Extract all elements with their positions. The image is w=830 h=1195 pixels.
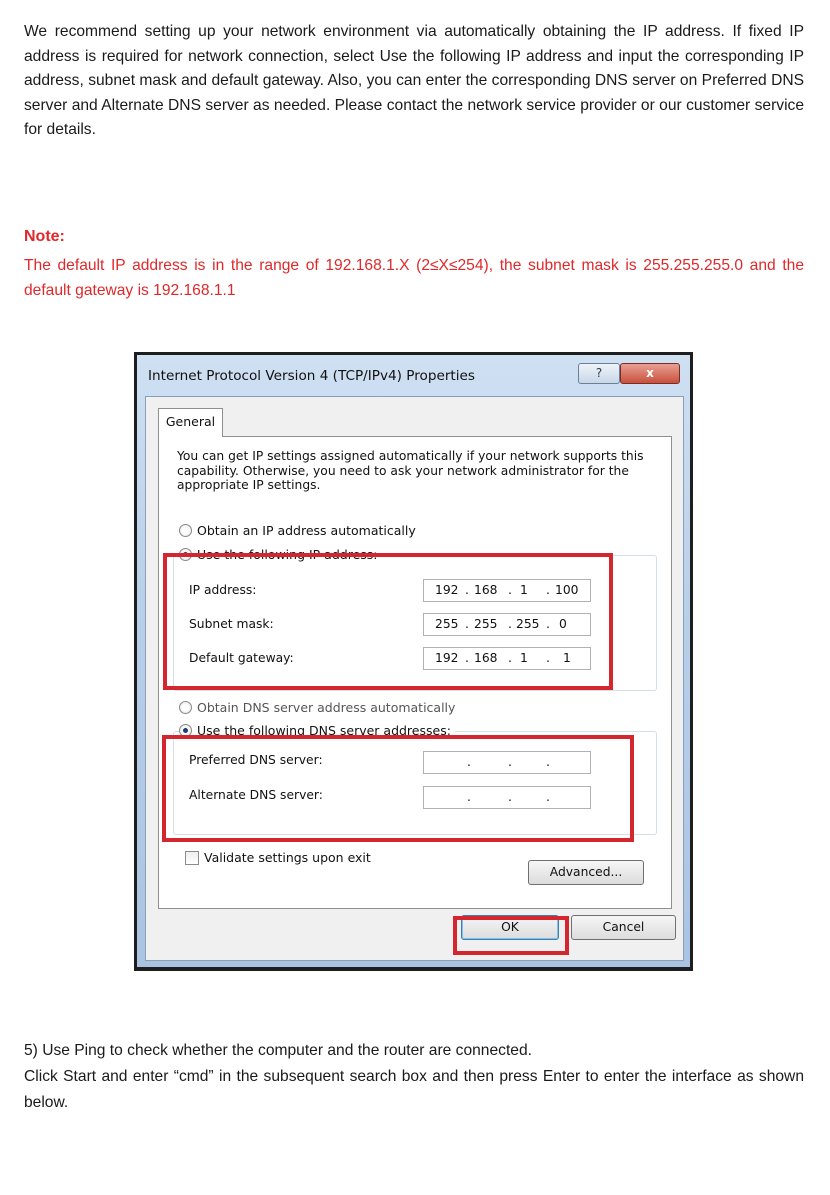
preferred-dns-label: Preferred DNS server: <box>189 753 323 767</box>
subnet-mask-input[interactable]: 255 . 255 . 255 . 0 <box>423 613 591 636</box>
ok-highlight-box <box>453 916 569 955</box>
subnet-octet-3: 255 <box>516 617 540 631</box>
window-title: Internet Protocol Version 4 (TCP/IPv4) Properties <box>148 368 475 384</box>
gateway-octet-3: 1 <box>520 651 528 665</box>
obtain-dns-auto-option[interactable] <box>179 700 455 718</box>
obtain-dns-auto-radio[interactable] <box>179 701 192 714</box>
subnet-octet-2: 255 <box>474 617 498 631</box>
title-bar <box>137 355 690 395</box>
obtain-ip-auto-radio[interactable] <box>179 524 192 537</box>
use-following-ip-label: Use the following IP address: <box>197 547 378 562</box>
obtain-dns-auto-label: Obtain DNS server address automatically <box>197 700 456 715</box>
ip-octet-3: 1 <box>520 583 528 597</box>
cancel-button[interactable]: Cancel <box>571 915 676 940</box>
validate-settings-checkbox[interactable] <box>185 851 199 865</box>
validate-settings-label: Validate settings upon exit <box>204 850 371 865</box>
gateway-octet-4: 1 <box>563 651 571 665</box>
ok-button[interactable]: OK <box>461 915 559 940</box>
alternate-dns-input[interactable]: . . . <box>423 786 591 809</box>
ip-address-input[interactable]: 192 . 168 . 1 . 100 <box>423 579 591 602</box>
default-gateway-input[interactable]: 192 . 168 . 1 . 1 <box>423 647 591 670</box>
subnet-octet-4: 0 <box>559 617 567 631</box>
close-button[interactable]: x <box>620 363 680 384</box>
note-title: Note: <box>24 228 65 245</box>
gateway-octet-1: 192 <box>435 651 459 665</box>
help-button[interactable]: ? <box>578 363 620 384</box>
obtain-ip-auto-option[interactable] <box>179 523 416 541</box>
validate-settings-option[interactable] <box>185 850 371 868</box>
subnet-octet-1: 255 <box>435 617 459 631</box>
subnet-mask-label: Subnet mask: <box>189 617 274 631</box>
gateway-octet-2: 168 <box>474 651 498 665</box>
ip-octet-1: 192 <box>435 583 459 597</box>
note-text: The default IP address is in the range of 192.168.1.X (2≤X≤254), the subnet mask is 255.255.255.0 and the default gateway is 192.168.1.1 <box>24 257 804 299</box>
ip-octet-4: 100 <box>555 583 579 597</box>
step5-text <box>24 1038 804 1116</box>
preferred-dns-input[interactable]: . . . <box>423 751 591 774</box>
default-gateway-label: Default gateway: <box>189 651 294 665</box>
step5-line1: 5) Use Ping to check whether the computer and the router are connected. <box>24 1042 532 1059</box>
step5-line2: Click Start and enter “cmd” in the subsequent search box and then press Enter to enter the interface as shown below. <box>24 1068 804 1111</box>
ip-octet-2: 168 <box>474 583 498 597</box>
alternate-dns-label: Alternate DNS server: <box>189 788 323 802</box>
ip-highlight-box <box>163 553 613 690</box>
tab-general[interactable]: General <box>158 408 223 437</box>
obtain-ip-auto-label: Obtain an IP address automatically <box>197 523 416 538</box>
use-following-dns-label: Use the following DNS server addresses: <box>197 723 451 738</box>
intro-paragraph: We recommend setting up your network environment via automatically obtaining the IP address. If fixed IP address is required for network connection, select Use the following IP address and input the corresponding IP address, subnet mask and default gateway. Also, you can enter the corresponding DNS server on Preferred DNS server and Alternate DNS server as needed. Please contact the network service provider or our customer service for details. <box>24 23 804 139</box>
dns-highlight-box <box>162 735 634 842</box>
advanced-button[interactable]: Advanced... <box>528 860 644 885</box>
ip-address-label: IP address: <box>189 583 257 597</box>
description-text: You can get IP settings assigned automatically if your network supports this capability. Otherwise, you need to ask your network administrator for the appropriate IP settings. <box>177 449 644 492</box>
